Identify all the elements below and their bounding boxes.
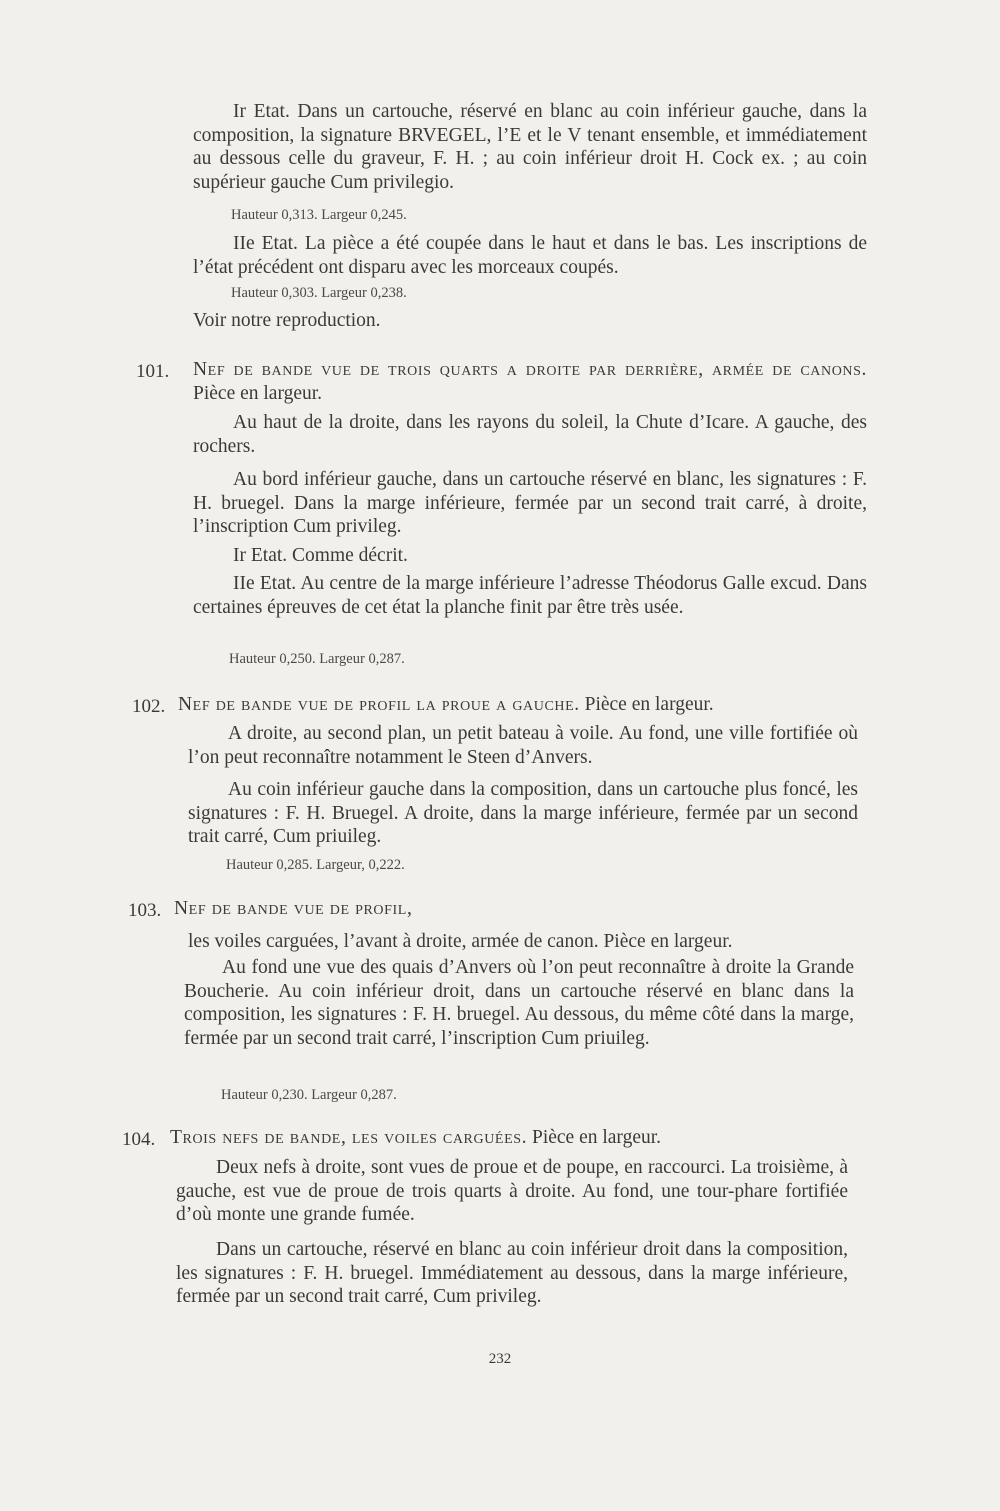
entry-102-paragraph-2: Au coin inférieur gauche dans la composition, dans un cartouche plus foncé, les signatures : F. H. Bruegel. A droite, dans la marge inférieure, fermée par un second trait carré, Cum priuileg. [188, 779, 858, 847]
state-2-dimensions: Hauteur 0,303. Largeur 0,238. [231, 285, 407, 301]
entry-103-heading-continued: les voiles carguées, l’avant à droite, armée de canon. Pièce en largeur. [188, 931, 733, 952]
entry-104-paragraph-1: Deux nefs à droite, sont vues de proue et de poupe, en raccourci. La troisième, à gauche, est vue de proue de trois quarts à droite. Au fond, une tour-phare fortifiée d’où monte une grande fumée. [176, 1157, 848, 1225]
entry-101-heading [193, 358, 867, 405]
page-number: 232 [488, 1351, 512, 1367]
entry-103-dimensions: Hauteur 0,230. Largeur 0,287. [221, 1087, 397, 1103]
entry-103-number: 103. [128, 900, 162, 921]
entry-101-number: 101. [136, 361, 170, 382]
entry-102-title: Nef de bande vue de profil la proue a gauche. [178, 694, 580, 715]
entry-101-dimensions: Hauteur 0,250. Largeur 0,287. [229, 651, 405, 667]
entry-102-number: 102. [132, 696, 166, 717]
entry-102-dimensions: Hauteur 0,285. Largeur, 0,222. [226, 857, 405, 873]
state-1-dimensions: Hauteur 0,313. Largeur 0,245. [231, 207, 407, 223]
entry-101-paragraph-1: Au haut de la droite, dans les rayons du soleil, la Chute d’Icare. A gauche, des rochers. [193, 412, 867, 457]
entry-104-number: 104. [122, 1129, 156, 1150]
entry-104-paragraph-2: Dans un cartouche, réservé en blanc au coin inférieur droit dans la composition, les signatures : F. H. bruegel. Immédiatement au dessous, dans la marge inférieure, fermée par un second trait carré, Cum privileg. [176, 1239, 848, 1307]
entry-102-format: Pièce en largeur. [579, 694, 714, 715]
state-1-description: Ir Etat. Dans un cartouche, réservé en blanc au coin inférieur gauche, dans la composition, la signature BRVEGEL, l’E et le V tenant ensemble, et immédiatement au dessous celle du graveur, F. H. ; au coin inférieur droit H. Cock ex. ; au coin supérieur gauche Cum privilegio. [193, 101, 867, 193]
entry-104-title: Trois nefs de bande, les voiles carguées. [170, 1127, 528, 1148]
entry-101-state-1: Ir Etat. Comme décrit. [233, 545, 408, 566]
entry-104-format: Pièce en largeur. [527, 1127, 662, 1148]
entry-103-heading [174, 897, 860, 921]
entry-103-title: Nef de bande vue de profil, [174, 898, 413, 919]
entry-101-title: Nef de bande vue de trois quarts a droite par derrière, armée de canons. [193, 359, 867, 380]
state-2-description: IIe Etat. La pièce a été coupée dans le haut et dans le bas. Les inscriptions de l’état précédent ont disparu avec les morceaux coupés. [193, 233, 867, 278]
entry-104-heading [170, 1126, 860, 1150]
entry-103-paragraph-1: Au fond une vue des quais d’Anvers où l’on peut reconnaître à droite la Grande Boucherie. Au coin inférieur droit, dans un cartouche réservé en blanc dans la composition, les signatures : F. H. bruegel. Au dessous, du même côté dans la marge, fermée par un second trait carré, l’inscription Cum priuileg. [184, 957, 854, 1049]
entry-101-paragraph-2: Au bord inférieur gauche, dans un cartouche réservé en blanc, les signatures : F. H. bruegel. Dans la marge inférieure, fermée par un second trait carré, à droite, l’inscription Cum privileg. [193, 469, 867, 537]
entry-102-paragraph-1: A droite, au second plan, un petit bateau à voile. Au fond, une ville fortifiée où l’on peut reconnaître notamment le Steen d’Anvers. [188, 723, 858, 768]
entry-101-state-2: IIe Etat. Au centre de la marge inférieure l’adresse Théodorus Galle excud. Dans certaines épreuves de cet état la planche finit par être très usée. [193, 573, 867, 618]
reproduction-note: Voir notre reproduction. [193, 310, 381, 331]
entry-101-format: Pièce en largeur. [193, 382, 323, 404]
entry-102-heading [178, 693, 864, 717]
